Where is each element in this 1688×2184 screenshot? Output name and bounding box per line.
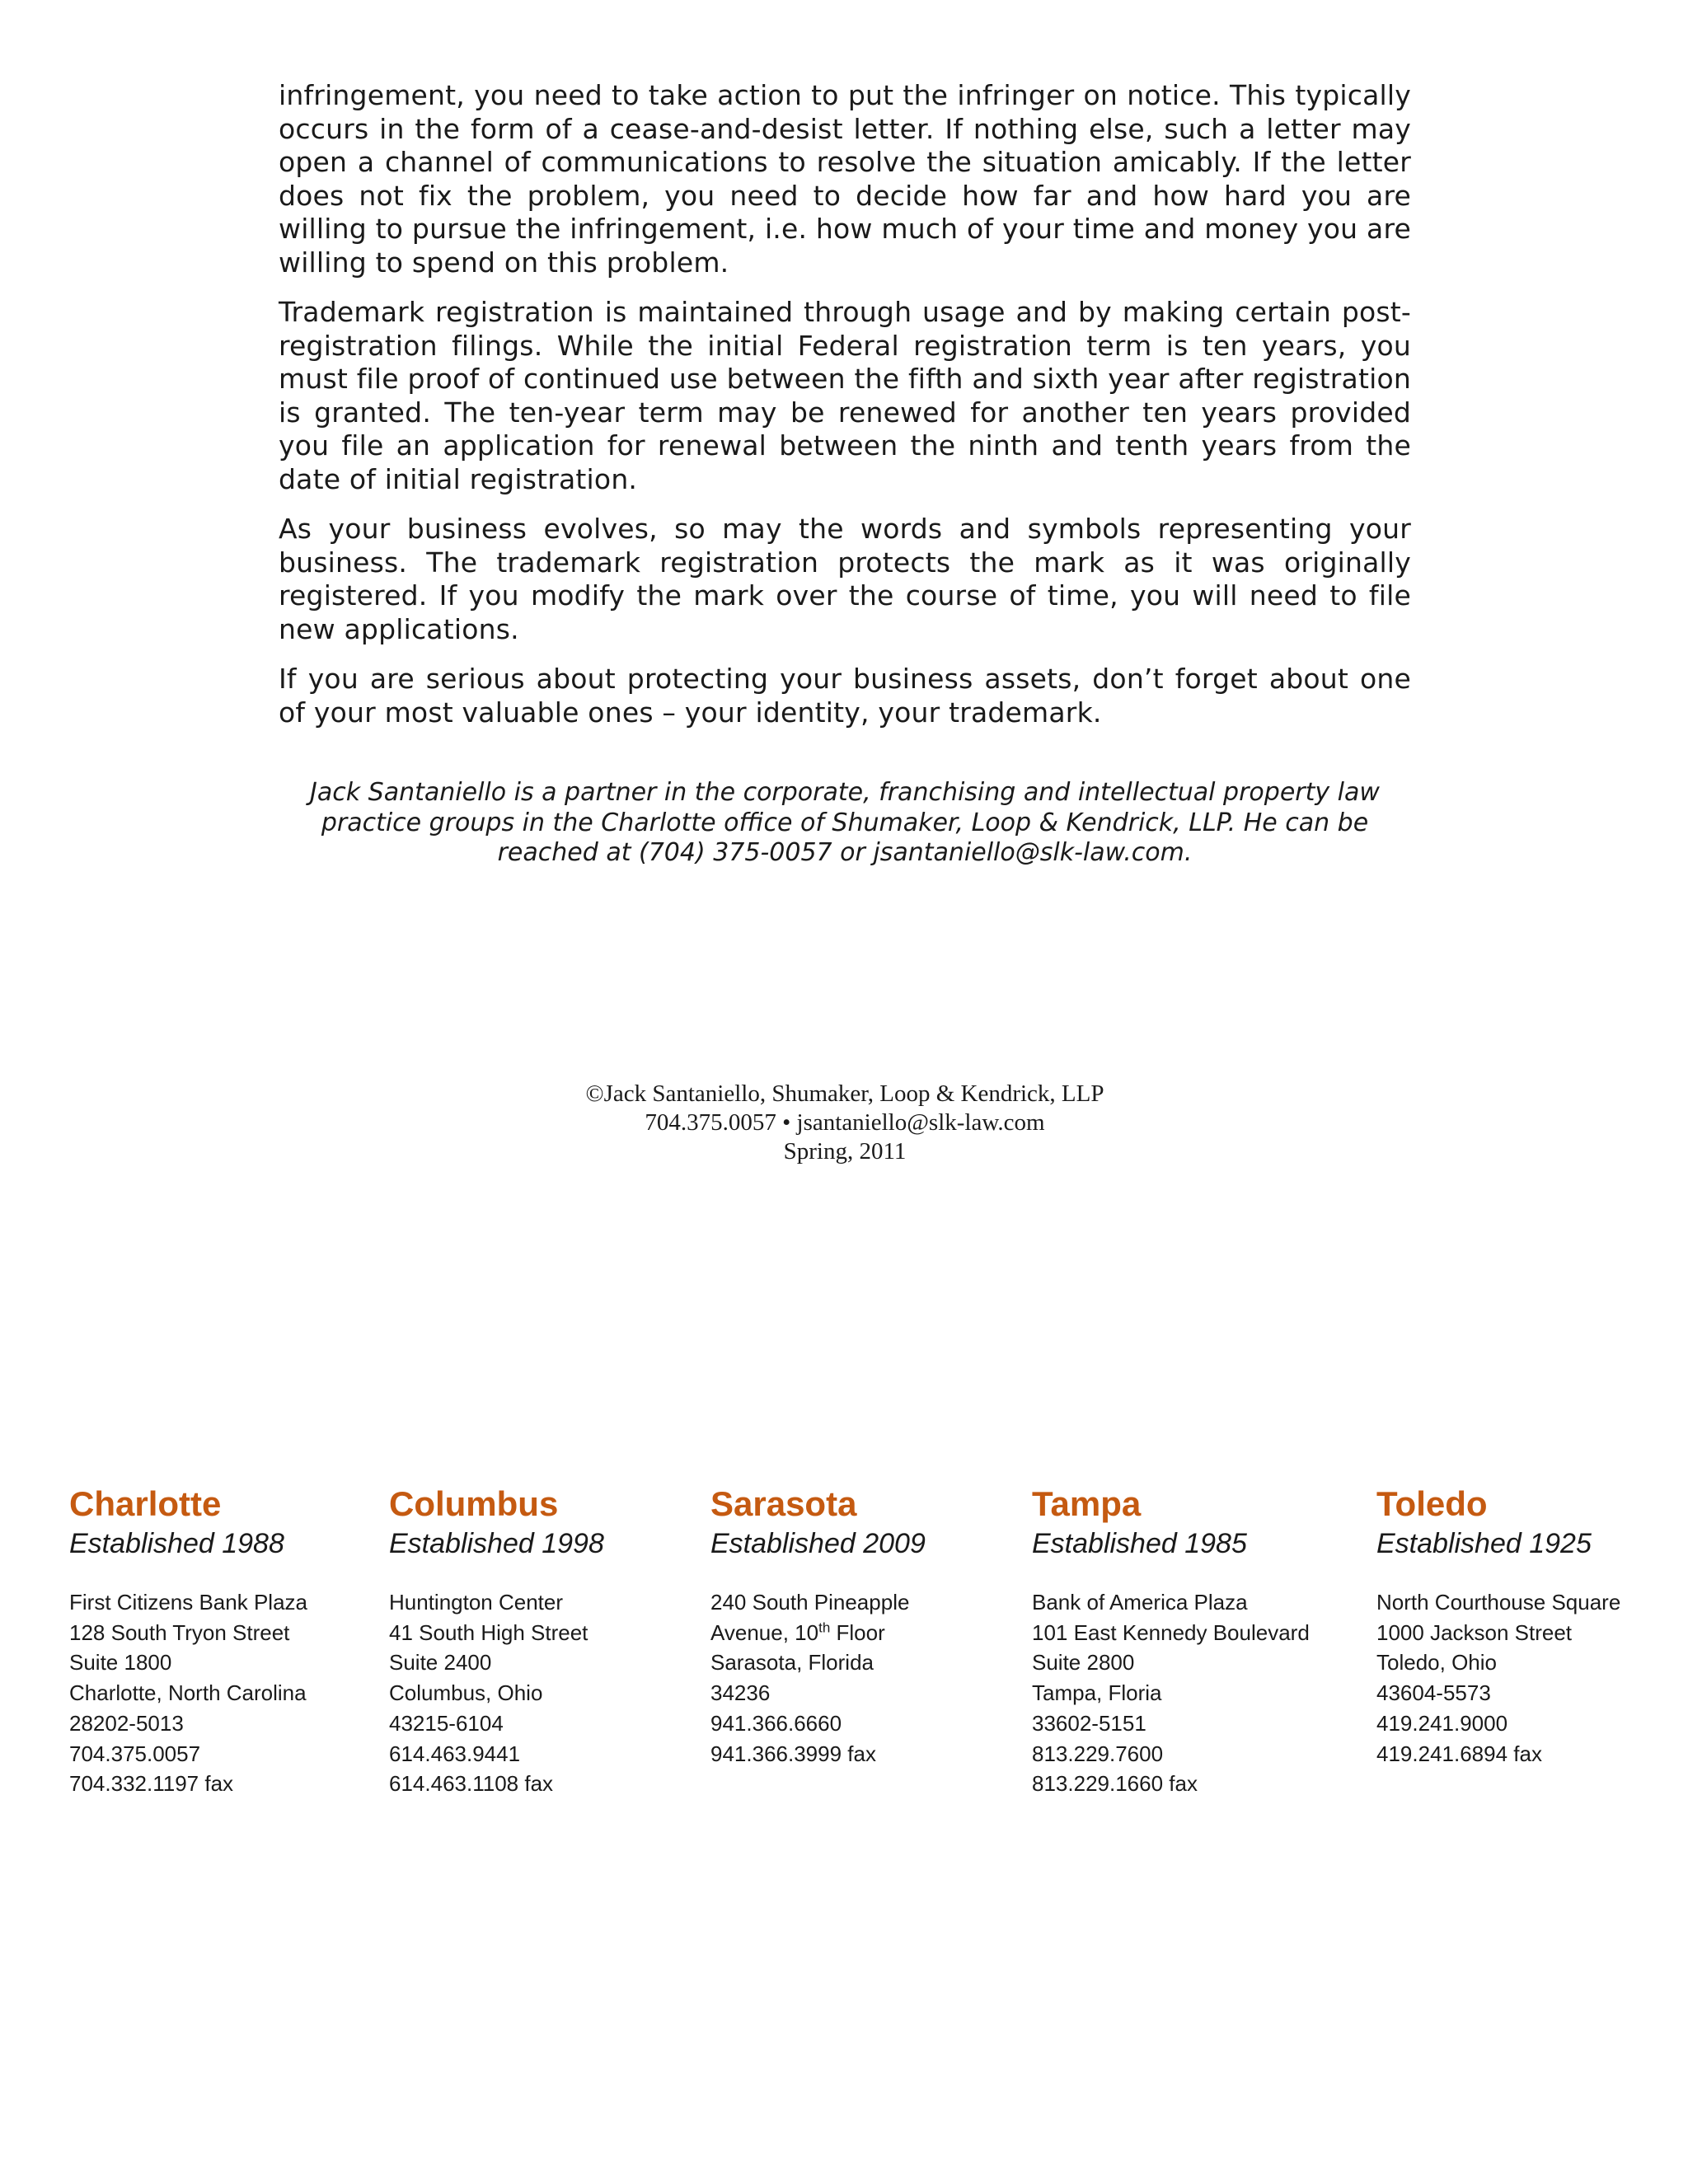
address-line: 33602-5151 — [1032, 1710, 1146, 1736]
address-line: 240 South Pineapple — [710, 1590, 910, 1615]
contact-line: 704.375.0057 • jsantaniello@slk-law.com — [645, 1109, 1045, 1136]
office-established: Established 1985 — [1032, 1528, 1247, 1559]
fax-line: 704.332.1197 fax — [69, 1771, 234, 1797]
address-line: Columbus, Ohio — [389, 1680, 543, 1706]
office-established: Established 2009 — [710, 1528, 926, 1559]
address-line: 1000 Jackson Street — [1376, 1619, 1573, 1645]
address-line: Suite 1800 — [69, 1650, 172, 1675]
office-directory — [0, 1483, 1688, 1830]
address-line: 128 South Tryon Street — [69, 1619, 290, 1645]
author-bio: Jack Santaniello is a partner in the corporate, franchising and intellectual property law practice groups in the Charlotte office of Shumaker, Loop & Kendrick, LLP. He can be reached at (704) 375-0057 or jsantaniello@slk-law.com. — [310, 778, 1380, 867]
office-established: Established 1998 — [389, 1528, 604, 1559]
address-text: Avenue, 10 — [710, 1619, 819, 1645]
address-line: 41 South High Street — [389, 1619, 588, 1645]
address-line: Toledo, Ohio — [1376, 1650, 1497, 1675]
address-line: Bank of America Plaza — [1032, 1590, 1248, 1615]
article-paragraph: If you are serious about protecting your business assets, don’t forget about one of your most valuable ones – your identity, your trademark. — [279, 663, 1411, 729]
phone-line: 614.463.9441 — [389, 1741, 521, 1766]
office-columbus — [389, 1483, 604, 1799]
office-city: Toledo — [1376, 1484, 1488, 1523]
fax-line: 813.229.1660 fax — [1032, 1771, 1198, 1797]
fax-line: 941.366.3999 fax — [710, 1741, 876, 1766]
article-body — [279, 79, 1411, 746]
address-line: 101 East Kennedy Boulevard — [1032, 1619, 1310, 1645]
copyright-block — [279, 1080, 1411, 1166]
address-line: Sarasota, Florida — [710, 1650, 874, 1675]
office-city: Tampa — [1032, 1484, 1142, 1523]
office-city: Columbus — [389, 1484, 559, 1523]
fax-line: 419.241.6894 fax — [1376, 1741, 1542, 1766]
address-line — [710, 1618, 926, 1648]
phone-line: 813.229.7600 — [1032, 1741, 1164, 1766]
article-paragraph: Trademark registration is maintained through usage and by making certain post-registration filings. While the initial Federal registration term is ten years, you must file proof of continued use between the fifth and sixth year after registration is granted. The ten-year term may be renewed for another ten years provided you file an application for renewal between the ninth and tenth years from the date of initial registration. — [279, 296, 1411, 495]
fax-line: 614.463.1108 fax — [389, 1771, 554, 1797]
phone-line: 704.375.0057 — [69, 1741, 201, 1766]
address-line: 34236 — [710, 1680, 771, 1706]
date-line: Spring, 2011 — [783, 1138, 907, 1165]
office-established: Established 1925 — [1376, 1528, 1592, 1559]
address-text: Floor — [830, 1619, 885, 1645]
address-line: Suite 2800 — [1032, 1650, 1135, 1675]
address-line: First Citizens Bank Plaza — [69, 1590, 307, 1615]
office-sarasota — [710, 1483, 926, 1769]
address-line: Tampa, Floria — [1032, 1680, 1162, 1706]
office-city: Sarasota — [710, 1484, 857, 1523]
address-line: 43215-6104 — [389, 1710, 504, 1736]
office-tampa — [1032, 1483, 1310, 1799]
office-city: Charlotte — [69, 1484, 222, 1523]
phone-line: 941.366.6660 — [710, 1710, 842, 1736]
phone-line: 419.241.9000 — [1376, 1710, 1508, 1736]
address-line: 43604-5573 — [1376, 1680, 1491, 1706]
article-paragraph: infringement, you need to take action to put the infringer on notice. This typically occurs in the form of a cease-and-desist letter. If nothing else, such a letter may open a channel of communications to resolve the situation amicably. If the letter does not fix the problem, you need to decide how far and how hard you are willing to pursue the infringement, i.e. how much of your time and money you are willing to spend on this problem. — [279, 79, 1411, 279]
article-paragraph: As your business evolves, so may the words and symbols representing your business. The trademark registration protects the mark as it was originally registered. If you modify the mark over the course of time, you will need to file new applications. — [279, 513, 1411, 645]
address-line: 28202-5013 — [69, 1710, 184, 1736]
address-line: Charlotte, North Carolina — [69, 1680, 307, 1706]
office-toledo — [1376, 1483, 1620, 1769]
ordinal-suffix: th — [818, 1619, 831, 1636]
copyright-line: ©Jack Santaniello, Shumaker, Loop & Kendrick, LLP — [585, 1080, 1104, 1107]
office-established: Established 1988 — [69, 1528, 284, 1559]
office-charlotte — [69, 1483, 307, 1799]
address-line: Suite 2400 — [389, 1650, 492, 1675]
address-line: North Courthouse Square — [1376, 1590, 1621, 1615]
address-line: Huntington Center — [389, 1590, 564, 1615]
